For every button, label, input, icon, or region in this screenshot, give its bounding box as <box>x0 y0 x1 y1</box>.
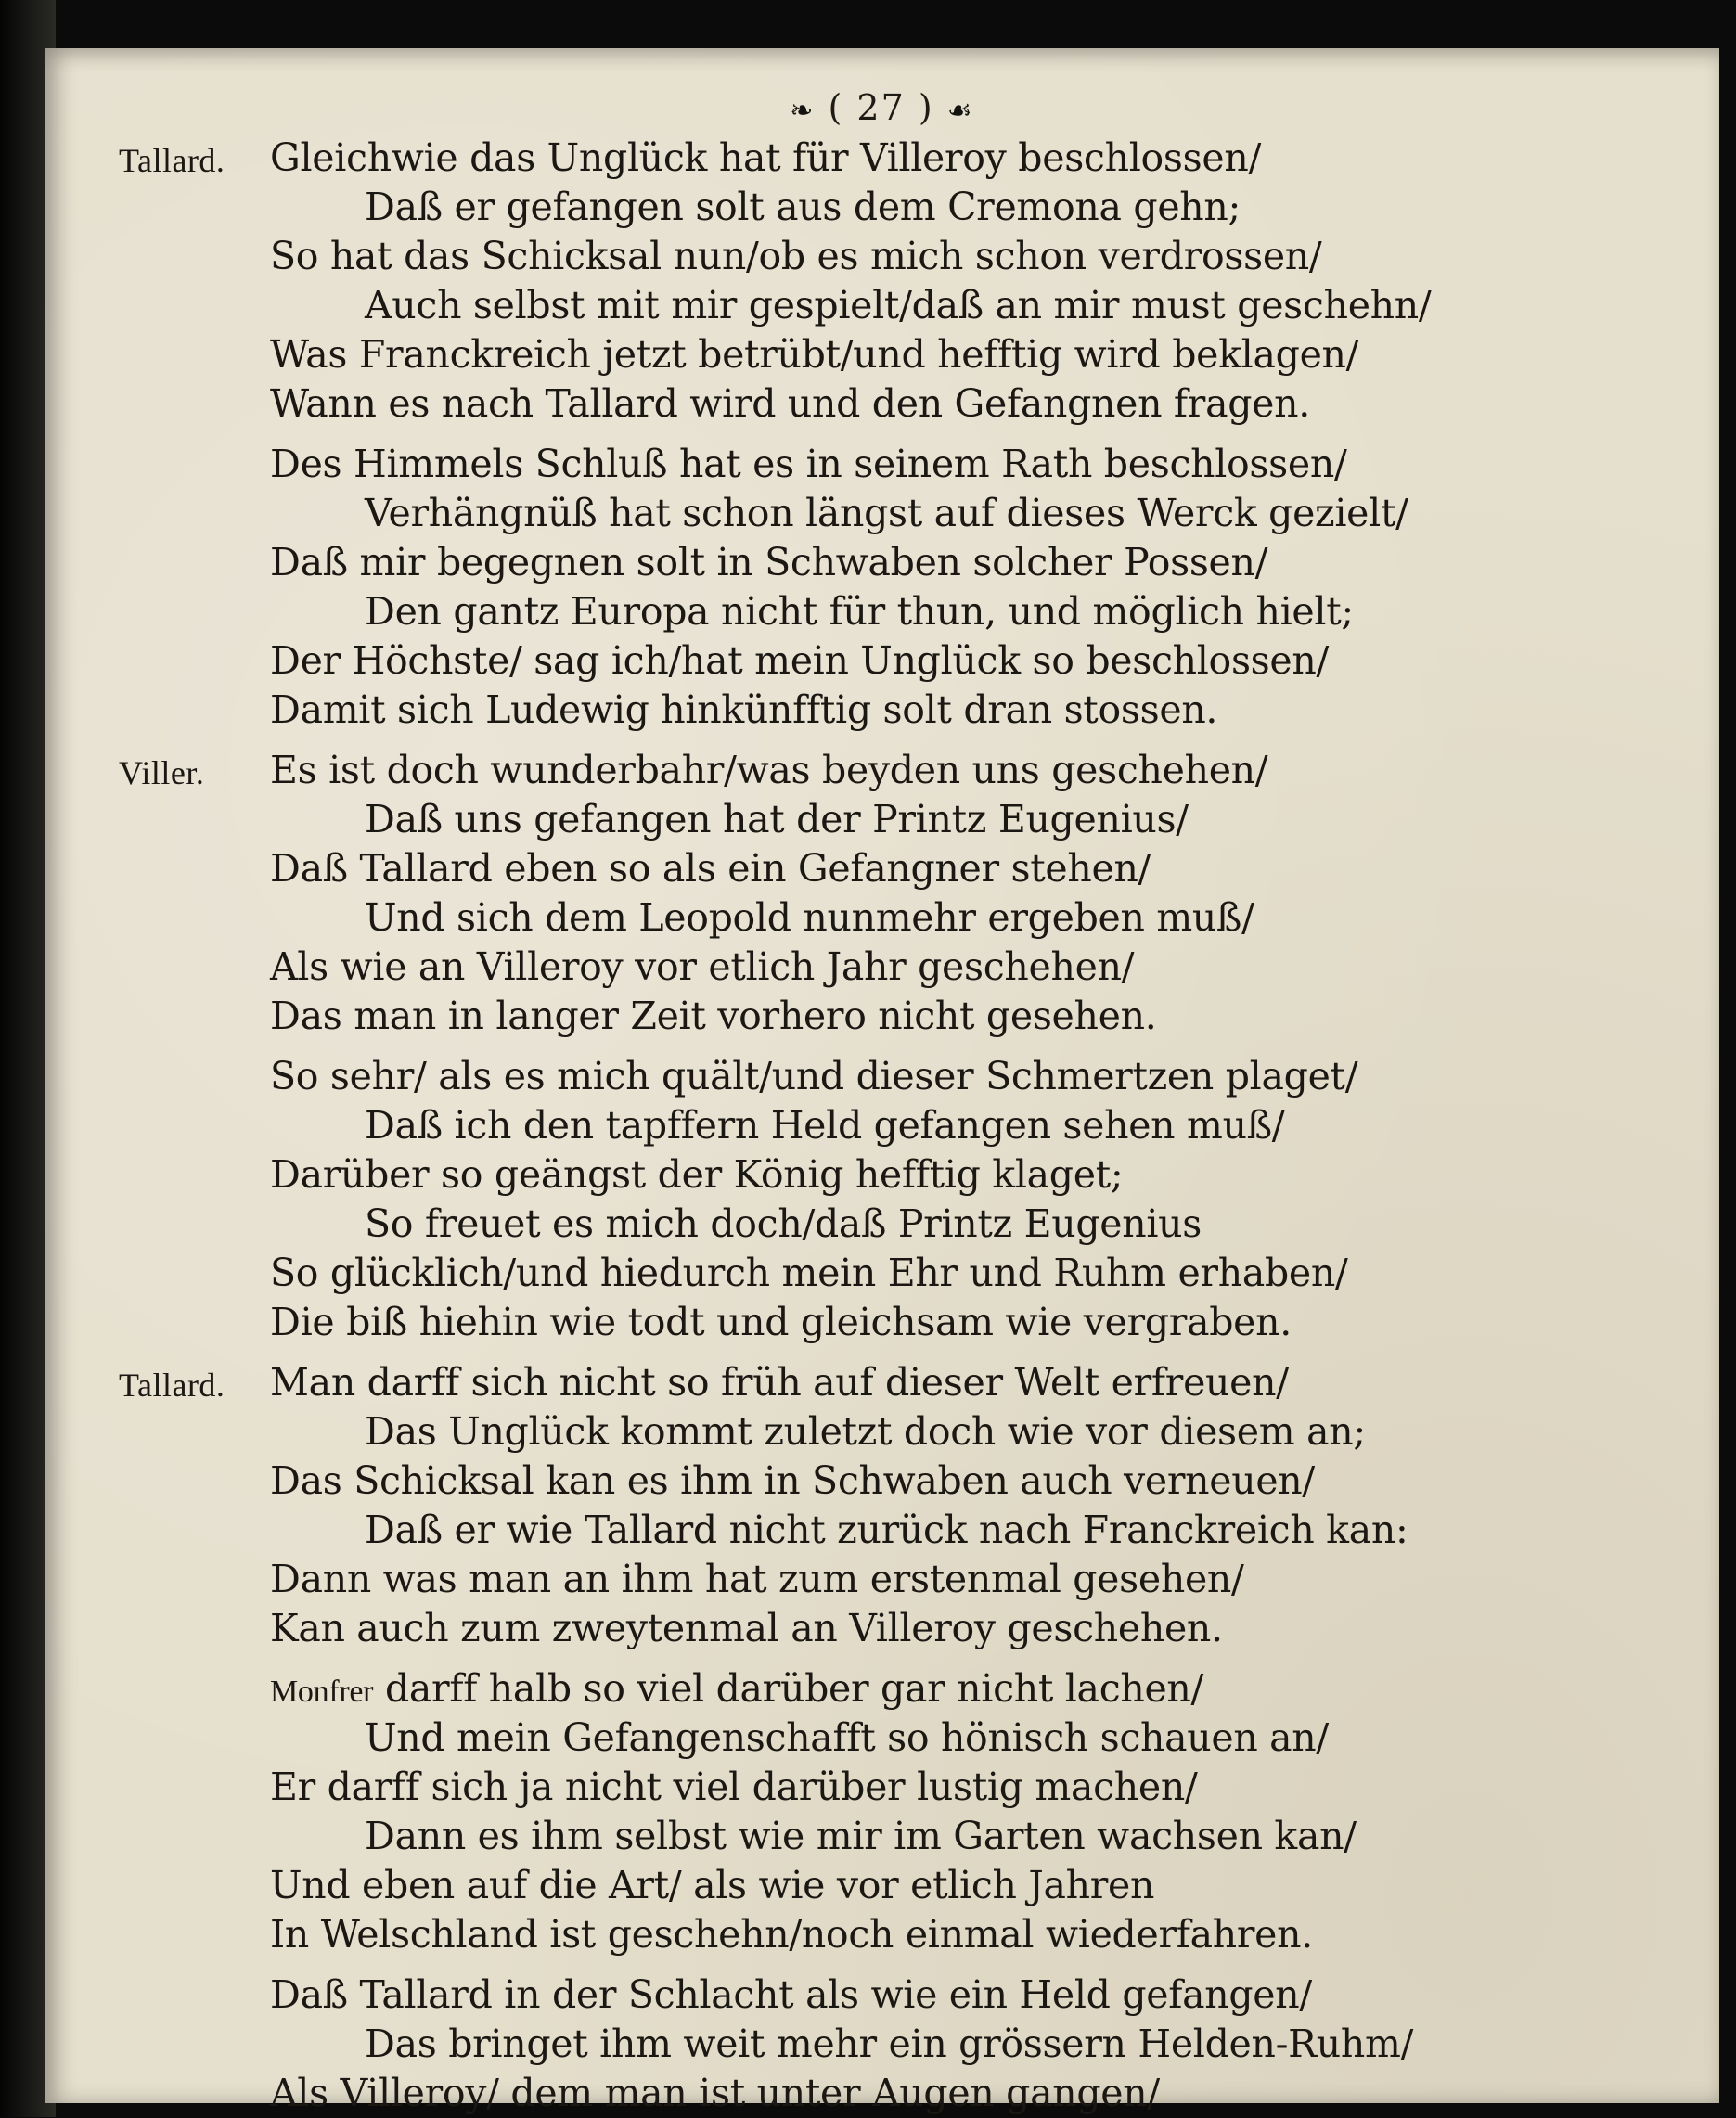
verse-text: So freuet es mich doch/daß Printz Eugenius <box>365 1201 1202 1246</box>
verse-line <box>45 1506 1719 1555</box>
stanza-gap <box>45 1347 1719 1358</box>
stanza <box>45 1052 1719 1347</box>
stanza <box>45 746 1719 1041</box>
verse-text: So glücklich/und hiedurch mein Ehr und Ruhm erhaben/ <box>270 1251 1348 1295</box>
verse-text: Und eben auf die Art/ als wie vor etlich Jahren <box>270 1863 1155 1907</box>
verse-line <box>45 1970 1719 2020</box>
verse-text: Auch selbst mit mir gespielt/daß an mir must geschehn/ <box>365 283 1432 327</box>
verse-text: Damit sich Ludewig hinkünfftig solt dran stossen. <box>270 687 1218 732</box>
verse-line <box>45 795 1719 844</box>
verse-line <box>45 844 1719 893</box>
book-page <box>45 48 1719 2115</box>
ornament-left-icon: ❧ <box>790 95 816 127</box>
verse-line <box>45 1407 1719 1457</box>
verse-text: Verhängnüß hat schon längst auf dieses Werck gezielt/ <box>365 491 1408 535</box>
stanza-gap <box>45 1653 1719 1664</box>
verse-line <box>45 440 1719 489</box>
verse-line-text: darff halb so viel darüber gar nicht lachen/ <box>384 1666 1204 1711</box>
verse-text: Er darff sich ja nicht viel darüber lustig machen/ <box>270 1765 1198 1809</box>
verse-line <box>45 134 1719 183</box>
verse-line <box>45 686 1719 735</box>
page-header <box>45 87 1719 128</box>
verse-text: Dann es ihm selbst wie mir im Garten wachsen kan/ <box>365 1814 1357 1858</box>
verse-line <box>45 1358 1719 1407</box>
verse-text: Das Unglück kommt zuletzt doch wie vor diesem an; <box>365 1409 1366 1454</box>
verse-line <box>45 1861 1719 1910</box>
verse-text: Das man in langer Zeit vorhero nicht gesehen. <box>270 994 1157 1038</box>
poem-body <box>45 134 1719 2118</box>
stanza-gap <box>45 1041 1719 1052</box>
verse-text: Wann es nach Tallard wird und den Gefangnen fragen. <box>270 381 1310 426</box>
verse-line <box>45 1555 1719 1604</box>
verse-line <box>45 1664 1719 1714</box>
verse-line <box>45 1812 1719 1861</box>
stanza-gap <box>45 429 1719 440</box>
stanza <box>45 1970 1719 2118</box>
verse-text: Daß ich den tapffern Held gefangen sehen muß/ <box>365 1103 1285 1148</box>
verse-line <box>45 1249 1719 1298</box>
verse-text: Des Himmels Schluß hat es in seinem Rath beschlossen/ <box>270 442 1347 486</box>
verse-text: Und mein Gefangenschafft so hönisch schauen an/ <box>365 1715 1329 1760</box>
verse-text: Gleichwie das Unglück hat für Villeroy beschlossen/ <box>270 135 1261 180</box>
verse-line <box>45 587 1719 636</box>
verse-line <box>45 636 1719 686</box>
stanza <box>45 134 1719 429</box>
inline-speaker-label: Monfrer <box>270 1675 374 1709</box>
verse-text <box>270 1664 1203 1716</box>
verse-text: Das bringet ihm weit mehr ein grössern Helden-Ruhm/ <box>365 2022 1414 2066</box>
stanza <box>45 1664 1719 1959</box>
verse-line <box>45 538 1719 587</box>
verse-text: Kan auch zum zweytenmal an Villeroy geschehen. <box>270 1606 1223 1650</box>
verse-line <box>45 1298 1719 1347</box>
verse-line <box>45 893 1719 943</box>
stanza <box>45 440 1719 735</box>
verse-text: Daß Tallard in der Schlacht als wie ein Held gefangen/ <box>270 1972 1312 2017</box>
verse-line <box>45 2069 1719 2118</box>
verse-text: Und sich dem Leopold nunmehr ergeben muß/ <box>365 895 1254 940</box>
verse-line <box>45 379 1719 429</box>
verse-line <box>45 330 1719 379</box>
verse-line <box>45 1200 1719 1249</box>
verse-line <box>45 943 1719 992</box>
verse-text: Daß Tallard eben so als ein Gefangner stehen/ <box>270 846 1151 891</box>
verse-text: Daß er gefangen solt aus dem Cremona gehn; <box>365 185 1241 229</box>
page-number: ( 27 ) <box>828 87 934 128</box>
verse-text: Als wie an Villeroy vor etlich Jahr geschehen/ <box>270 944 1135 989</box>
speaker-label: Tallard. <box>119 1367 225 1404</box>
verse-text: Es ist doch wunderbahr/was beyden uns geschehen/ <box>270 748 1268 792</box>
stanza <box>45 1358 1719 1653</box>
verse-text: Der Höchste/ sag ich/hat mein Unglück so beschlossen/ <box>270 638 1330 683</box>
verse-line <box>45 2020 1719 2069</box>
verse-text: Die biß hiehin wie todt und gleichsam wie vergraben. <box>270 1300 1292 1344</box>
verse-text: Dann was man an ihm hat zum erstenmal gesehen/ <box>270 1557 1244 1601</box>
verse-line <box>45 183 1719 232</box>
verse-line <box>45 992 1719 1041</box>
verse-line <box>45 1910 1719 1959</box>
verse-line <box>45 1101 1719 1150</box>
verse-text: Daß mir begegnen solt in Schwaben solcher Possen/ <box>270 540 1268 584</box>
verse-text: Daß uns gefangen hat der Printz Eugenius/ <box>365 797 1189 841</box>
verse-text: In Welschland ist geschehn/noch einmal wiederfahren. <box>270 1912 1313 1957</box>
stanza-gap <box>45 1959 1719 1970</box>
verse-line <box>45 1052 1719 1101</box>
verse-text: Darüber so geängst der König hefftig klaget; <box>270 1152 1124 1197</box>
speaker-label: Tallard. <box>119 142 225 179</box>
verse-text: So hat das Schicksal nun/ob es mich schon verdrossen/ <box>270 234 1322 278</box>
verse-text: Das Schicksal kan es ihm in Schwaben auch verneuen/ <box>270 1458 1315 1503</box>
verse-line <box>45 232 1719 281</box>
verse-line <box>45 489 1719 538</box>
verse-text: Den gantz Europa nicht für thun, und möglich hielt; <box>365 589 1354 634</box>
ornament-right-icon: ☙ <box>946 95 974 127</box>
stanza-gap <box>45 735 1719 746</box>
speaker-label: Viller. <box>119 754 205 791</box>
verse-line <box>45 1714 1719 1763</box>
verse-text: Was Franckreich jetzt betrübt/und hefftig wird beklagen/ <box>270 332 1359 377</box>
verse-text: So sehr/ als es mich quält/und dieser Schmertzen plaget/ <box>270 1054 1358 1098</box>
verse-line <box>45 1604 1719 1653</box>
verse-text: Man darff sich nicht so früh auf dieser Welt erfreuen/ <box>270 1360 1289 1405</box>
verse-line <box>45 1763 1719 1812</box>
verse-text: Als Villeroy/ dem man ist unter Augen gangen/ <box>270 2071 1160 2115</box>
verse-line <box>45 1150 1719 1200</box>
verse-line <box>45 1457 1719 1506</box>
verse-line <box>45 746 1719 795</box>
verse-line <box>45 281 1719 330</box>
verse-text: Daß er wie Tallard nicht zurück nach Franckreich kan: <box>365 1508 1408 1552</box>
